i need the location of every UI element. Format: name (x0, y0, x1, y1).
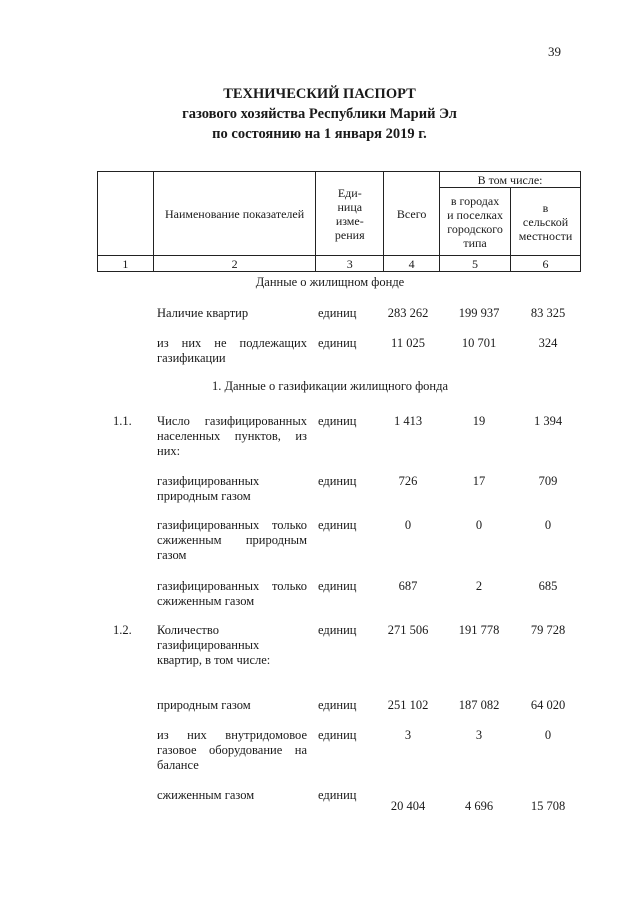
row-total: 687 (398, 579, 418, 593)
row-total: 3 (404, 728, 412, 742)
row-name: из них не подлежащих газификации (157, 336, 307, 365)
row-unit: единиц (318, 306, 357, 320)
row-unit: единиц (318, 579, 357, 593)
column-number: 5 (440, 256, 511, 272)
table-row (0, 698, 639, 712)
row-name: сжиженным газом (157, 788, 255, 802)
row-rural: 83 325 (530, 306, 566, 320)
row-rural: 0 (544, 728, 552, 742)
row-cities: 199 937 (458, 306, 500, 320)
row-name: Количество газифицированных квартир, в том числе: (157, 623, 271, 667)
table-row (0, 623, 639, 667)
row-name: природным газом (157, 698, 251, 712)
table-row (0, 788, 639, 813)
document-date: по состоянию на 1 января 2019 г. (212, 126, 427, 142)
row-rural: 709 (538, 474, 558, 488)
row-unit: единиц (318, 336, 357, 350)
column-number: 3 (316, 256, 384, 272)
table-row (0, 474, 639, 503)
section-heading-housing: Данные о жилищном фонде (255, 275, 405, 289)
row-cities: 17 (472, 474, 486, 488)
row-rural: 0 (544, 518, 552, 532)
row-unit: единиц (318, 623, 357, 637)
header-including: В том числе: (440, 172, 581, 188)
header-total: Всего (384, 172, 440, 256)
row-unit: единиц (318, 518, 357, 532)
header-unit: Еди- ница изме- рения (316, 172, 384, 256)
row-cities: 191 778 (458, 623, 500, 637)
row-total: 251 102 (387, 698, 429, 712)
header-cities: в городах и поселках городского типа (440, 188, 511, 256)
column-number: 2 (153, 256, 316, 272)
row-cities: 3 (475, 728, 483, 742)
row-cities: 4 696 (464, 799, 494, 813)
header-cell-number (98, 172, 154, 256)
row-name: Число газифицированных населенных пунктов, из них: (157, 414, 307, 458)
table-header (97, 171, 581, 272)
row-unit: единиц (318, 788, 357, 802)
row-cities: 0 (475, 518, 483, 532)
column-number: 4 (384, 256, 440, 272)
row-name: Наличие квартир (157, 306, 249, 320)
section-heading-gasification: 1. Данные о газификации жилищного фонда (211, 379, 449, 393)
header-rural: в сельской местности (511, 188, 581, 256)
row-cities: 10 701 (461, 336, 497, 350)
row-rural: 15 708 (530, 799, 566, 813)
document-title: ТЕХНИЧЕСКИЙ ПАСПОРТ (223, 86, 416, 102)
row-name: из них внутридомовое газовое оборудование на балансе (157, 728, 307, 772)
row-rural: 79 728 (530, 623, 566, 637)
row-cities: 187 082 (458, 698, 500, 712)
row-rural: 324 (538, 336, 558, 350)
row-unit: единиц (318, 728, 357, 742)
column-number: 1 (98, 256, 154, 272)
row-name: газифицированных природным газом (157, 474, 260, 503)
row-unit: единиц (318, 414, 357, 428)
page-number: 39 (548, 44, 561, 59)
header-name: Наименование показателей (153, 172, 316, 256)
row-total: 726 (398, 474, 418, 488)
table-row (0, 518, 639, 562)
row-number: 1.1. (113, 414, 132, 428)
row-number: 1.2. (113, 623, 132, 637)
row-name: газифицированных только сжиженным газом (157, 579, 307, 608)
row-total: 11 025 (391, 336, 425, 350)
table-row (0, 306, 639, 320)
row-cities: 2 (475, 579, 483, 593)
document-subtitle: газового хозяйства Республики Марий Эл (182, 106, 457, 122)
row-rural: 1 394 (533, 414, 563, 428)
row-rural: 685 (538, 579, 558, 593)
row-unit: единиц (318, 698, 357, 712)
row-total: 1 413 (393, 414, 423, 428)
row-total: 20 404 (390, 799, 426, 813)
row-rural: 64 020 (530, 698, 566, 712)
row-total: 283 262 (387, 306, 429, 320)
row-total: 271 506 (387, 623, 429, 637)
row-cities: 19 (472, 414, 486, 428)
table-row (0, 336, 639, 365)
table-row (0, 728, 639, 772)
row-total: 0 (404, 518, 412, 532)
table-row (0, 579, 639, 608)
table-row (0, 414, 639, 458)
row-unit: единиц (318, 474, 357, 488)
row-name: газифицированных только сжиженным природным газом (157, 518, 307, 562)
column-number: 6 (511, 256, 581, 272)
